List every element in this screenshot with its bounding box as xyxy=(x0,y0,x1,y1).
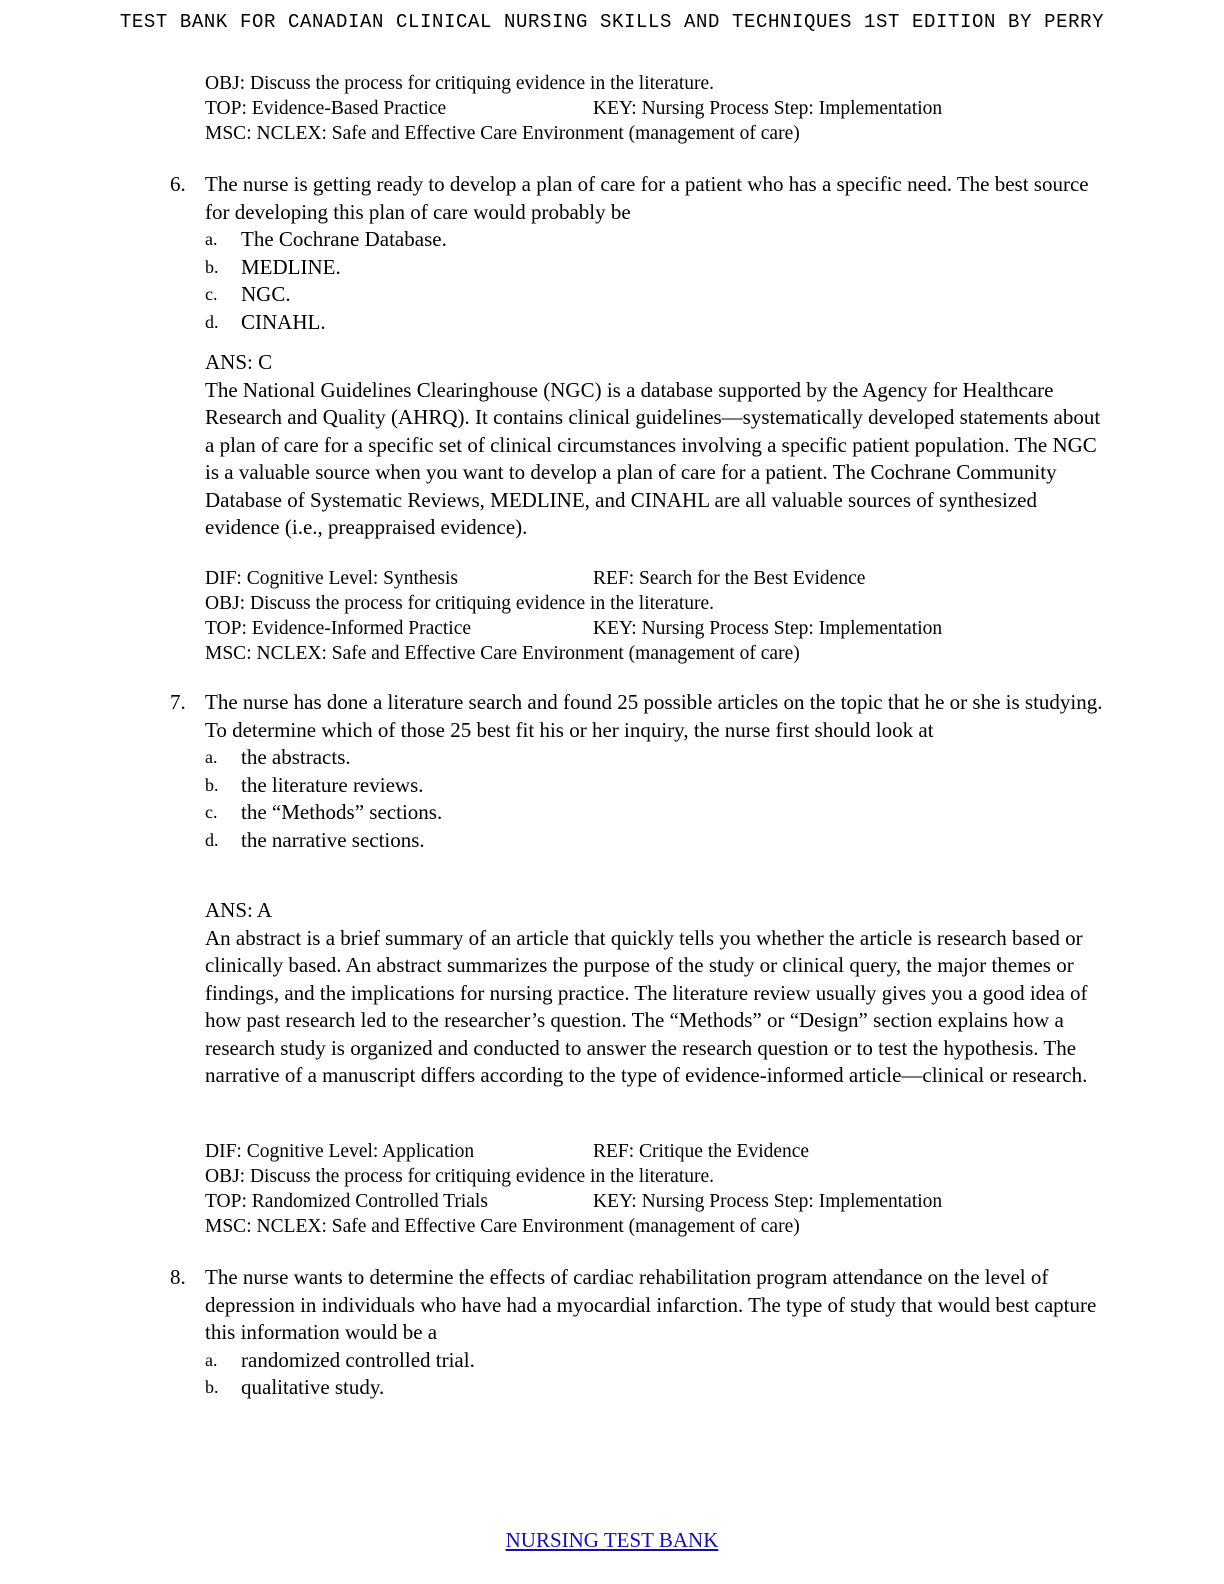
option-text: qualitative study. xyxy=(241,1375,385,1399)
question-stem: The nurse is getting ready to develop a plan of care for a patient who has a specific need. The best source for developing this plan of care would probably be xyxy=(205,172,1089,224)
option-letter: c. xyxy=(205,802,218,822)
option-list xyxy=(205,1347,1110,1402)
meta-obj: OBJ: Discuss the process for critiquing evidence in the literature. xyxy=(205,593,715,614)
question-stem: The nurse wants to determine the effects of cardiac rehabilitation program attendance on the level of depression in individuals who have had a myocardial infarction. The type of study that would best capture this information would be a xyxy=(205,1265,1097,1344)
document-header: TEST BANK FOR CANADIAN CLINICAL NURSING SKILLS AND TECHNIQUES 1ST EDITION BY PERRY xyxy=(119,11,1105,33)
question-6 xyxy=(170,171,1110,336)
meta-key: KEY: Nursing Process Step: Implementation xyxy=(593,98,943,119)
question-6-answer xyxy=(205,349,1110,542)
answer-key: ANS: C xyxy=(205,350,273,374)
option-letter: b. xyxy=(205,256,219,277)
meta-ref: REF: Search for the Best Evidence xyxy=(593,568,866,589)
option-letter: a. xyxy=(205,747,218,767)
meta-msc: MSC: NCLEX: Safe and Effective Care Environment (management of care) xyxy=(205,123,800,144)
meta-dif: DIF: Cognitive Level: Application xyxy=(205,1141,475,1162)
question-number: 7. xyxy=(170,690,186,714)
question-stem: The nurse has done a literature search and found 25 possible articles on the topic that he or she is studying. To determine which of those 25 best fit his or her inquiry, the nurse first should look at xyxy=(205,690,1103,742)
meta-key: KEY: Nursing Process Step: Implementation xyxy=(593,1191,943,1212)
option-text: the “Methods” sections. xyxy=(241,800,443,824)
option-text: MEDLINE. xyxy=(241,254,341,279)
option-b xyxy=(205,1374,1110,1402)
meta-top: TOP: Evidence-Based Practice xyxy=(205,98,447,119)
option-d xyxy=(205,827,1110,855)
meta-dif-ref-row xyxy=(205,1139,810,1164)
meta-top: TOP: Evidence-Informed Practice xyxy=(205,618,472,639)
question-8 xyxy=(170,1264,1110,1402)
option-text: the narrative sections. xyxy=(241,827,425,852)
option-letter: a. xyxy=(205,1349,218,1370)
option-text: CINAHL. xyxy=(241,309,326,334)
meta-obj: OBJ: Discuss the process for critiquing evidence in the literature. xyxy=(205,1166,715,1187)
option-text: The Cochrane Database. xyxy=(241,227,447,251)
rationale: The National Guidelines Clearinghouse (NGC) is a database supported by the Agency for Healthcare Research and Quality (AHRQ). It contains clinical guidelines—systematically developed statements about a plan of care for a specific set of clinical circumstances involving a specific patient population. The NGC is a valuable source when you want to develop a plan of care for a patient. The Cochrane Community Database of Systematic Reviews, MEDLINE, and CINAHL are all valuable sources of synthesized evidence (i.e., preappraised evidence). xyxy=(205,377,1101,539)
option-c xyxy=(205,799,1110,827)
option-a xyxy=(205,226,1110,254)
option-list xyxy=(205,744,1110,854)
option-text: the abstracts. xyxy=(241,745,351,769)
question-6-meta xyxy=(205,566,943,666)
meta-msc: MSC: NCLEX: Safe and Effective Care Environment (management of care) xyxy=(205,1216,800,1237)
option-b xyxy=(205,772,1110,800)
option-letter: b. xyxy=(205,1377,219,1397)
q5-meta-block xyxy=(205,71,943,146)
option-a xyxy=(205,1347,1110,1375)
option-text: the literature reviews. xyxy=(241,772,424,797)
footer xyxy=(0,1528,1224,1553)
option-b xyxy=(205,254,1110,282)
question-number: 8. xyxy=(170,1265,186,1289)
answer-key: ANS: A xyxy=(205,898,273,922)
meta-dif-ref-row xyxy=(205,566,866,591)
option-letter: c. xyxy=(205,284,218,304)
rationale: An abstract is a brief summary of an article that quickly tells you whether the article is research based or clinically based. An abstract summarizes the purpose of the study or clinical query, the major themes or findings, and the implications for nursing practice. The literature review usually gives you a good idea of how past research led to the researcher’s question. The “Methods” or “Design” section explains how a research study is organized and conducted to answer the research question or to test the hypothesis. The narrative of a manuscript differs according to the type of evidence-informed article—clinical or research. xyxy=(205,925,1088,1087)
question-7 xyxy=(170,689,1110,854)
meta-key: KEY: Nursing Process Step: Implementation xyxy=(593,618,943,639)
question-7-answer xyxy=(205,897,1110,1090)
meta-top-key-row xyxy=(205,616,943,641)
option-text: randomized controlled trial. xyxy=(241,1347,475,1372)
option-c xyxy=(205,281,1110,309)
meta-obj: OBJ: Discuss the process for critiquing evidence in the literature. xyxy=(205,73,715,94)
question-number: 6. xyxy=(170,172,186,196)
meta-top: TOP: Randomized Controlled Trials xyxy=(205,1191,488,1212)
option-letter: d. xyxy=(205,829,219,850)
meta-top-key-row xyxy=(205,96,943,121)
option-letter: a. xyxy=(205,229,218,249)
option-a xyxy=(205,744,1110,772)
option-list xyxy=(205,226,1110,336)
option-d xyxy=(205,309,1110,337)
meta-top-key-row xyxy=(205,1189,943,1214)
nursing-test-bank-link[interactable]: NURSING TEST BANK xyxy=(505,1528,719,1552)
option-letter: d. xyxy=(205,311,219,332)
meta-ref: REF: Critique the Evidence xyxy=(593,1141,810,1162)
option-letter: b. xyxy=(205,774,219,795)
option-text: NGC. xyxy=(241,282,291,306)
meta-msc: MSC: NCLEX: Safe and Effective Care Environment (management of care) xyxy=(205,643,800,664)
meta-dif: DIF: Cognitive Level: Synthesis xyxy=(205,568,458,589)
question-7-meta xyxy=(205,1139,943,1239)
